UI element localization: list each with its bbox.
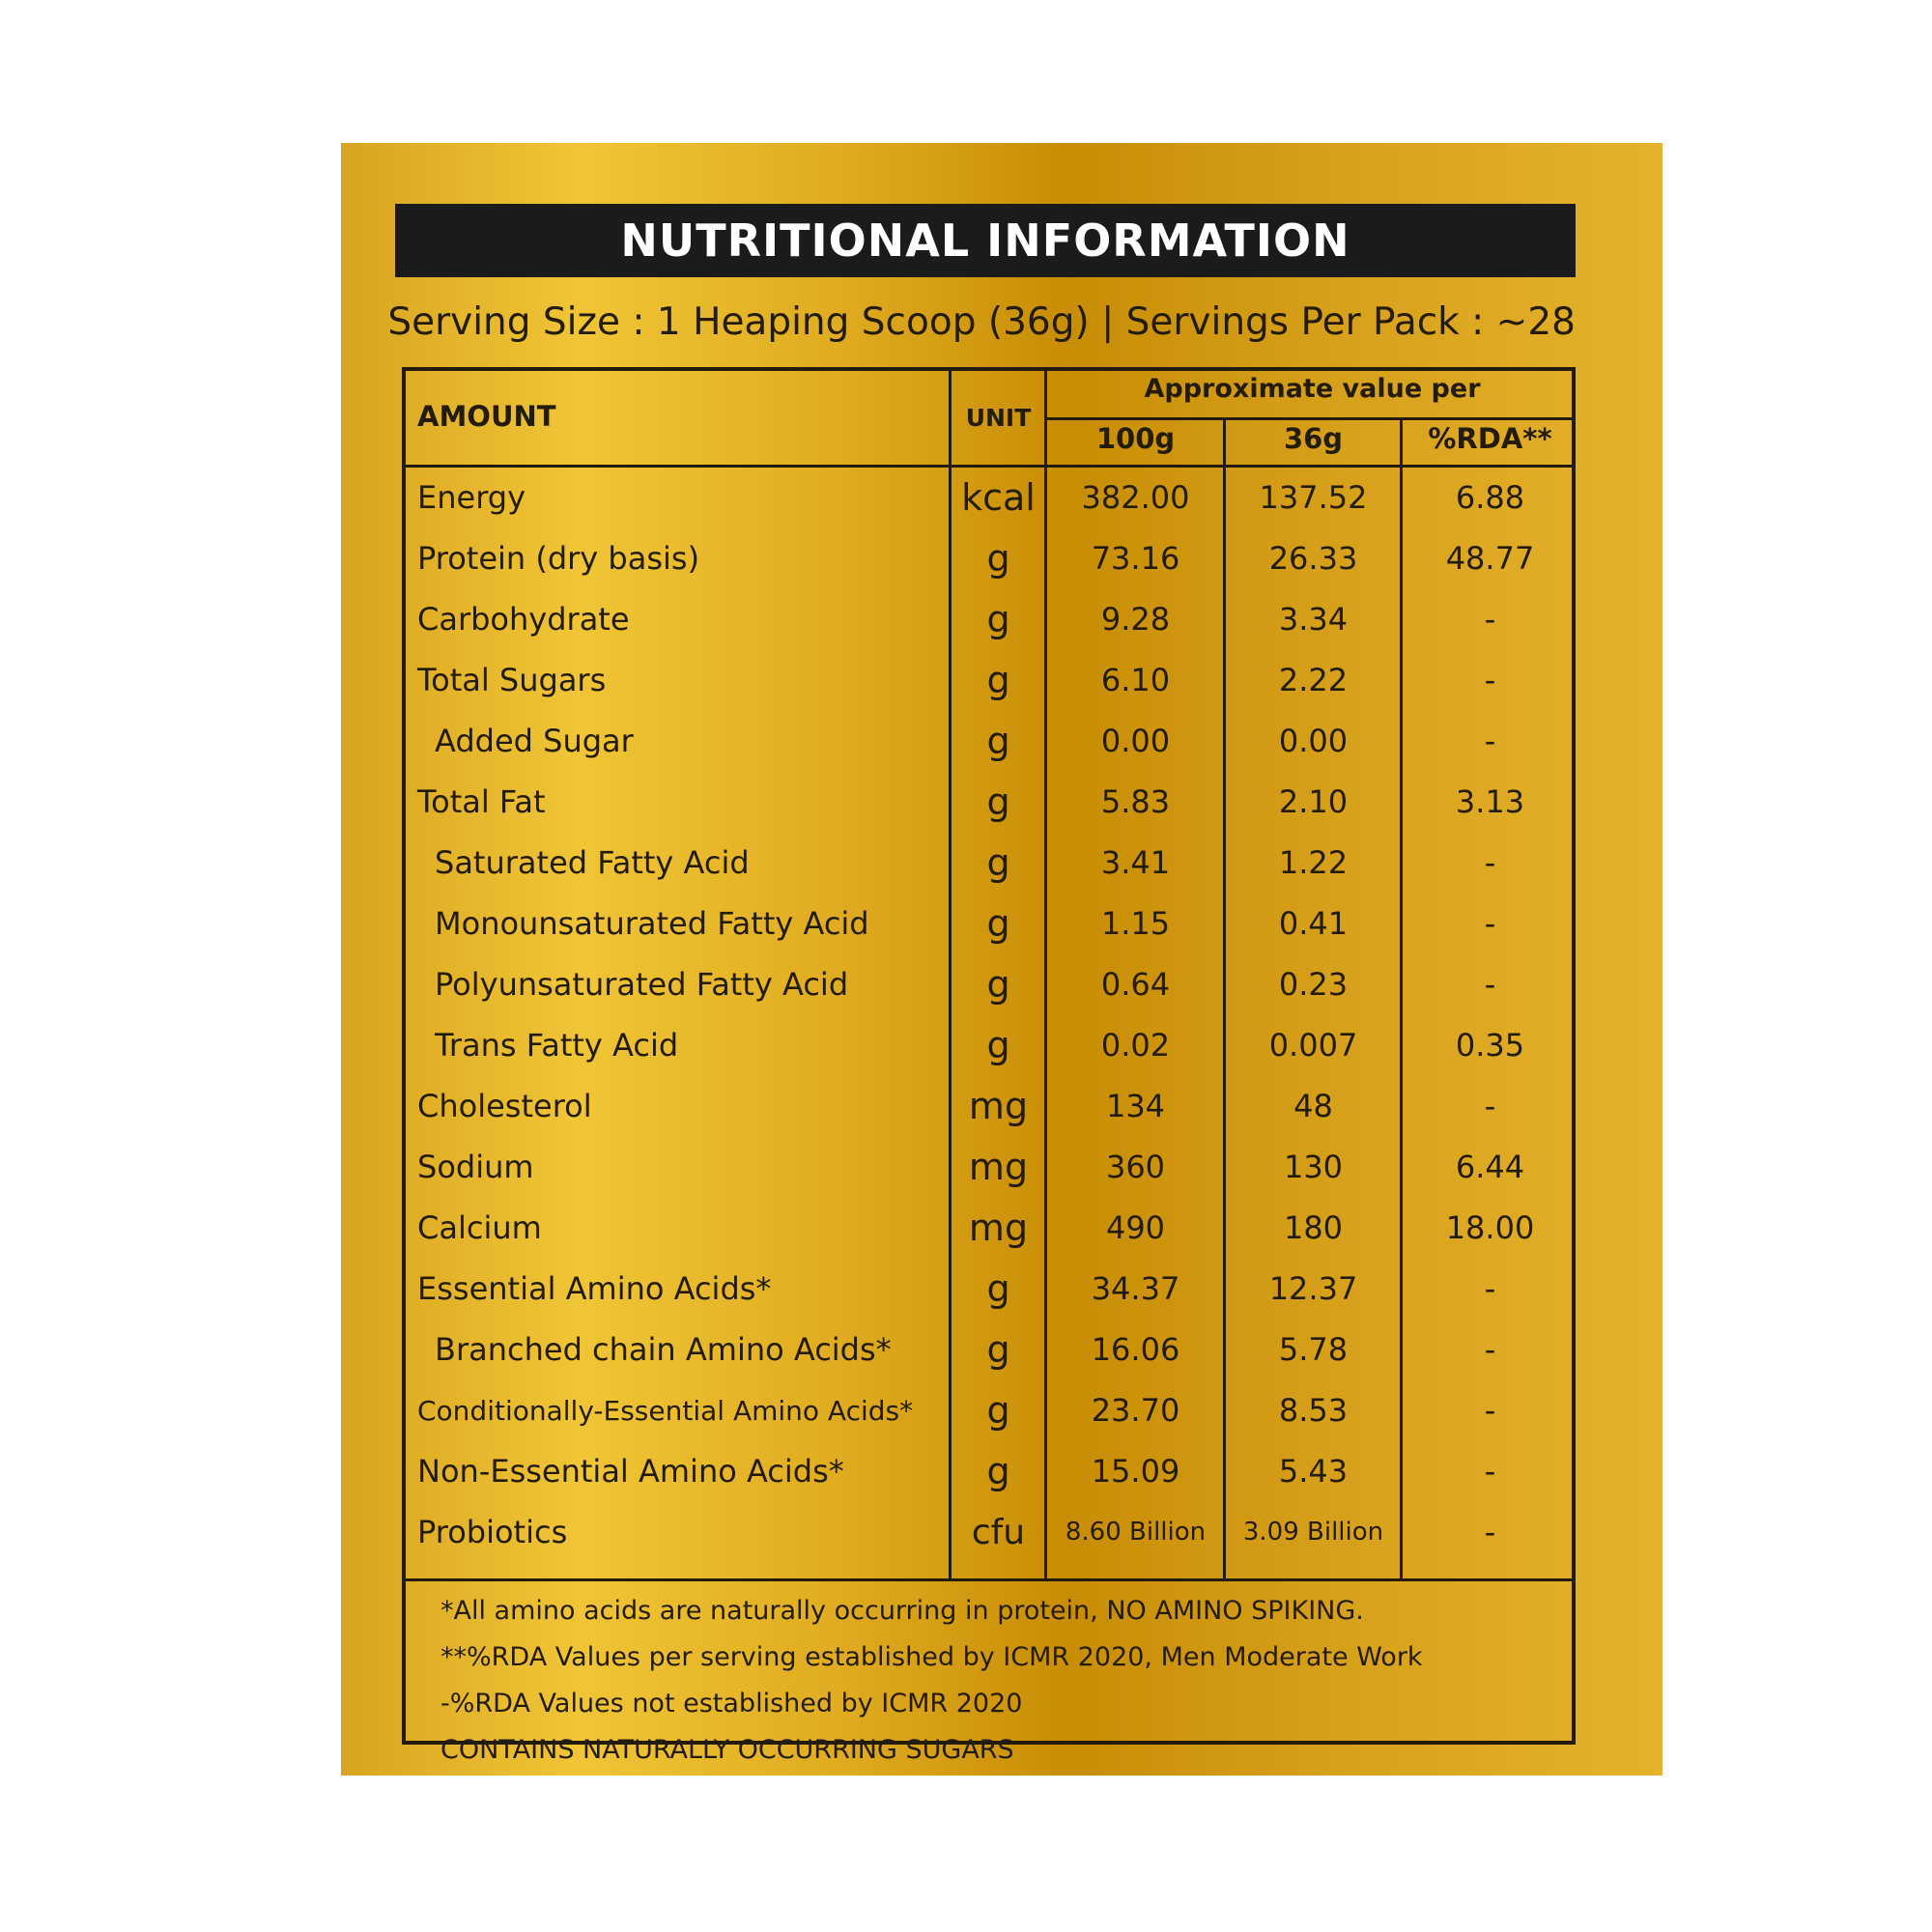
nutrient-unit: g <box>986 598 1010 640</box>
nutrient-unit: g <box>986 659 1010 701</box>
value-36g: 0.00 <box>1278 723 1349 759</box>
value-rda: - <box>1484 662 1496 698</box>
value-100g: 0.00 <box>1100 723 1171 759</box>
value-36g: 130 <box>1283 1149 1344 1185</box>
panel-title: NUTRITIONAL INFORMATION <box>620 214 1350 267</box>
value-36g: 26.33 <box>1268 540 1358 577</box>
value-36g: 5.43 <box>1278 1453 1349 1490</box>
nutrition-panel <box>341 143 1662 1776</box>
table-row <box>406 1076 1572 1137</box>
nutrient-name: Trans Fatty Acid <box>435 1027 679 1064</box>
nutrient-name: Added Sugar <box>435 723 634 759</box>
footnote-sugars: CONTAINS NATURALLY OCCURRING SUGARS <box>440 1735 1014 1765</box>
value-100g: 15.09 <box>1091 1453 1180 1490</box>
nutrient-unit: g <box>986 1450 1010 1492</box>
value-rda: - <box>1484 1392 1496 1429</box>
value-100g: 34.37 <box>1091 1270 1180 1307</box>
value-100g: 23.70 <box>1091 1392 1180 1429</box>
table-row <box>406 1502 1572 1563</box>
table-row <box>406 711 1572 772</box>
value-36g: 12.37 <box>1268 1270 1358 1307</box>
footnotes <box>440 1588 1423 1774</box>
nutrient-name: Conditionally-Essential Amino Acids* <box>417 1395 914 1427</box>
value-36g: 137.52 <box>1259 479 1368 516</box>
value-100g: 1.15 <box>1100 905 1171 942</box>
value-rda: - <box>1484 905 1496 942</box>
value-rda: 0.35 <box>1455 1027 1525 1064</box>
nutrient-name: Branched chain Amino Acids* <box>435 1331 892 1368</box>
footnote-rda: **%RDA Values per serving established by ICMR 2020, Men Moderate Work <box>440 1642 1423 1672</box>
serving-info: Serving Size : 1 Heaping Scoop (36g) | Servings Per Pack : ~28 <box>387 300 1576 344</box>
table-row <box>406 468 1572 528</box>
nutrient-name: Energy <box>417 479 526 516</box>
header-approx: Approximate value per <box>1144 374 1481 404</box>
divider-line <box>406 1578 1576 1581</box>
nutrient-name: Essential Amino Acids* <box>417 1270 772 1307</box>
value-rda: - <box>1484 1331 1496 1368</box>
value-rda: - <box>1484 966 1496 1003</box>
value-rda: - <box>1484 1088 1496 1124</box>
footnote-amino: *All amino acids are naturally occurring in protein, NO AMINO SPIKING. <box>440 1596 1364 1626</box>
table-row <box>406 1015 1572 1076</box>
value-rda: - <box>1484 1514 1496 1550</box>
nutrient-unit: g <box>986 902 1010 945</box>
footnote-rda-missing: -%RDA Values not established by ICMR 2020 <box>440 1689 1023 1719</box>
header-100g: 100g <box>1095 422 1176 455</box>
table-row <box>406 954 1572 1015</box>
value-100g: 360 <box>1105 1149 1166 1185</box>
nutrient-unit: g <box>986 720 1010 762</box>
nutrient-name: Monounsaturated Fatty Acid <box>435 905 869 942</box>
table-row <box>406 1380 1572 1441</box>
value-36g: 3.09 Billion <box>1242 1518 1384 1547</box>
table-row <box>406 1441 1572 1502</box>
value-36g: 1.22 <box>1278 844 1349 881</box>
nutrient-unit: g <box>986 1389 1010 1432</box>
table-row <box>406 1320 1572 1380</box>
value-100g: 73.16 <box>1091 540 1180 577</box>
nutrient-unit: g <box>986 963 1010 1006</box>
value-36g: 3.34 <box>1278 601 1349 638</box>
header-rda: %RDA** <box>1428 422 1552 455</box>
value-rda: - <box>1484 601 1496 638</box>
value-36g: 48 <box>1293 1088 1333 1124</box>
nutrient-unit: g <box>986 841 1010 884</box>
nutrient-unit: g <box>986 1024 1010 1066</box>
value-36g: 5.78 <box>1278 1331 1349 1368</box>
value-100g: 16.06 <box>1091 1331 1180 1368</box>
nutrient-name: Protein (dry basis) <box>417 540 700 577</box>
value-rda: - <box>1484 723 1496 759</box>
table-row <box>406 650 1572 711</box>
value-rda: 6.44 <box>1455 1149 1525 1185</box>
header-36g: 36g <box>1283 422 1344 455</box>
value-rda: - <box>1484 844 1496 881</box>
nutrient-name: Calcium <box>417 1209 542 1246</box>
value-rda: 18.00 <box>1445 1209 1535 1246</box>
value-100g: 0.02 <box>1100 1027 1171 1064</box>
value-rda: - <box>1484 1270 1496 1307</box>
nutrient-name: Cholesterol <box>417 1088 592 1124</box>
value-36g: 0.41 <box>1278 905 1349 942</box>
nutrient-unit: cfu <box>971 1513 1026 1552</box>
value-100g: 382.00 <box>1081 479 1190 516</box>
nutrient-name: Non-Essential Amino Acids* <box>417 1453 844 1490</box>
nutrient-name: Sodium <box>417 1149 534 1185</box>
table-row <box>406 772 1572 833</box>
table-row <box>406 1259 1572 1320</box>
value-36g: 2.22 <box>1278 662 1349 698</box>
title-bar <box>395 204 1576 277</box>
table-row <box>406 894 1572 954</box>
header-unit: UNIT <box>965 404 1032 432</box>
value-36g: 0.23 <box>1278 966 1349 1003</box>
nutrient-name: Saturated Fatty Acid <box>435 844 750 881</box>
nutrient-name: Total Sugars <box>417 662 607 698</box>
value-rda: 48.77 <box>1445 540 1535 577</box>
value-rda: - <box>1484 1453 1496 1490</box>
nutrient-unit: g <box>986 781 1010 823</box>
value-100g: 9.28 <box>1100 601 1171 638</box>
value-36g: 0.007 <box>1268 1027 1358 1064</box>
nutrient-name: Probiotics <box>417 1514 568 1550</box>
nutrient-unit: kcal <box>961 476 1036 519</box>
value-36g: 8.53 <box>1278 1392 1349 1429</box>
value-100g: 5.83 <box>1100 783 1171 820</box>
value-100g: 134 <box>1105 1088 1166 1124</box>
value-100g: 0.64 <box>1100 966 1171 1003</box>
value-rda: 3.13 <box>1455 783 1525 820</box>
nutrient-name: Carbohydrate <box>417 601 630 638</box>
value-100g: 6.10 <box>1100 662 1171 698</box>
value-100g: 8.60 Billion <box>1065 1518 1207 1547</box>
value-100g: 3.41 <box>1100 844 1171 881</box>
table-row <box>406 833 1572 894</box>
value-100g: 490 <box>1105 1209 1166 1246</box>
table-row <box>406 1137 1572 1198</box>
value-rda: 6.88 <box>1455 479 1525 516</box>
nutrient-unit: g <box>986 1267 1010 1310</box>
nutrient-unit: mg <box>968 1146 1029 1188</box>
header-amount: AMOUNT <box>417 400 556 433</box>
nutrient-name: Polyunsaturated Fatty Acid <box>435 966 849 1003</box>
table-row <box>406 589 1572 650</box>
nutrient-unit: g <box>986 537 1010 580</box>
divider-line <box>1044 417 1576 420</box>
table-row <box>406 528 1572 589</box>
value-36g: 2.10 <box>1278 783 1349 820</box>
nutrition-table <box>402 367 1576 1765</box>
nutrient-unit: g <box>986 1328 1010 1371</box>
nutrient-unit: mg <box>968 1207 1029 1249</box>
nutrient-unit: mg <box>968 1085 1029 1127</box>
table-row <box>406 1198 1572 1259</box>
nutrient-name: Total Fat <box>417 783 546 820</box>
value-36g: 180 <box>1283 1209 1344 1246</box>
